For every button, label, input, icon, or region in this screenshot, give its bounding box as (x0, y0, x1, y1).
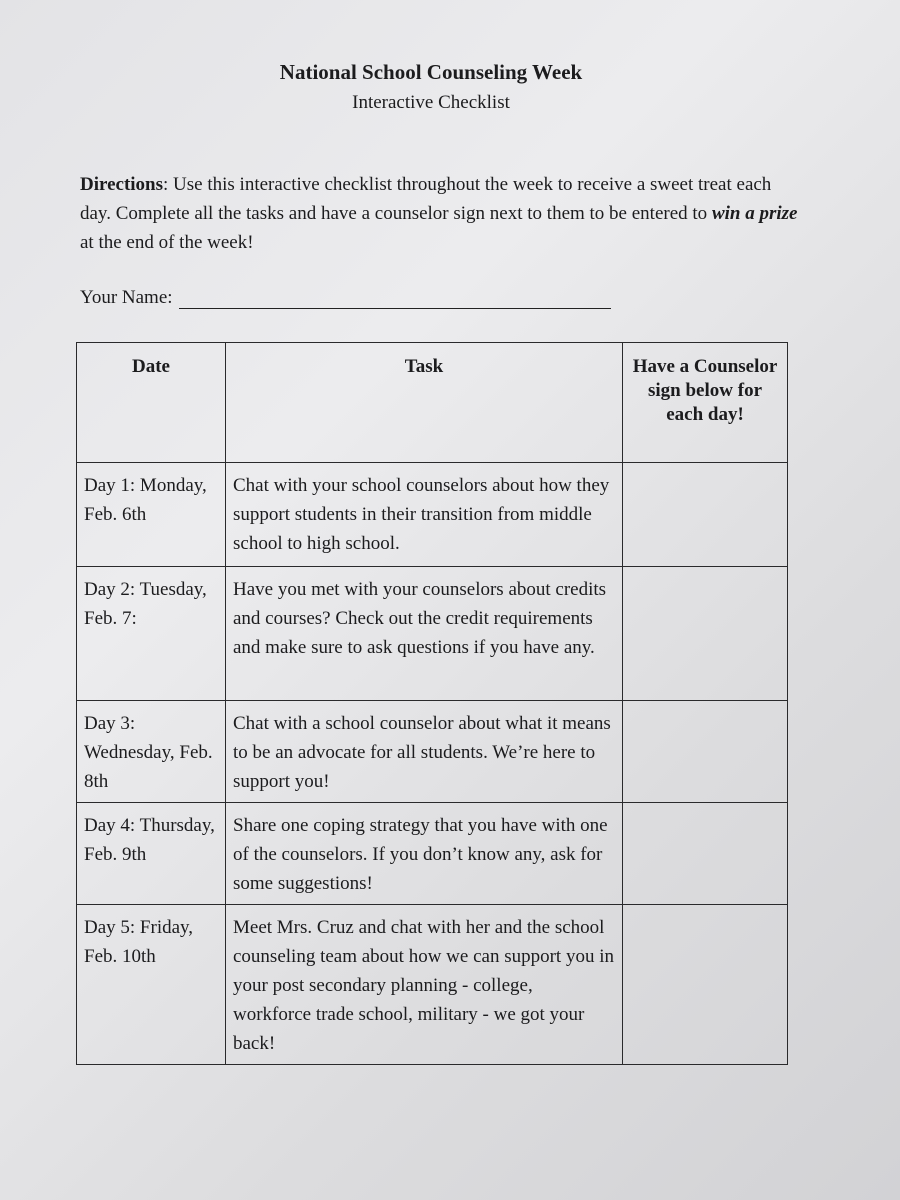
table-row (77, 567, 788, 701)
row-date-cell: Day 4: Thursday, Feb. 9th (77, 803, 226, 905)
table-row (77, 701, 788, 803)
row-task-cell: Chat with a school counselor about what it means to be an advocate for all students. We’re here to support you! (226, 701, 623, 803)
directions-text-before: : Use this interactive checklist throughout the week to receive a sweet treat each day. Complete all the tasks and have a counselor sign next to them to be entered to (80, 174, 772, 224)
row-signature-cell[interactable] (623, 701, 788, 803)
page-subtitle: Interactive Checklist (352, 92, 510, 113)
row-date-cell: Day 1: Monday, Feb. 6th (77, 463, 226, 567)
row-task-cell: Share one coping strategy that you have with one of the counselors. If you don’t know any, ask for some suggestions! (226, 803, 623, 905)
row-date-cell: Day 5: Friday, Feb. 10th (77, 905, 226, 1065)
row-date-cell: Day 3: Wednesday, Feb. 8th (77, 701, 226, 803)
row-date-cell: Day 2: Tuesday, Feb. 7: (77, 567, 226, 701)
header-date: Date (77, 343, 226, 463)
row-signature-cell[interactable] (623, 567, 788, 701)
directions-emphasis: win a prize (711, 203, 798, 224)
header-sign: Have a Counselor sign below for each day! (623, 343, 788, 463)
row-task-cell: Have you met with your counselors about credits and courses? Check out the credit requirements and make sure to ask questions if you have any. (226, 567, 623, 701)
checklist-table (76, 342, 788, 1065)
row-signature-cell[interactable] (623, 803, 788, 905)
page-title: National School Counseling Week (279, 60, 583, 84)
row-signature-cell[interactable] (623, 905, 788, 1065)
table-row (77, 463, 788, 567)
row-signature-cell[interactable] (623, 463, 788, 567)
header-task: Task (226, 343, 623, 463)
row-task-cell: Meet Mrs. Cruz and chat with her and the school counseling team about how we can support you in your post secondary planning - college, workforce trade school, military - we got your back! (226, 905, 623, 1065)
table-header-row (77, 343, 788, 463)
directions-paragraph (80, 170, 800, 257)
directions-label: Directions (80, 174, 164, 195)
table-row (77, 803, 788, 905)
table-row (77, 905, 788, 1065)
row-task-cell: Chat with your school counselors about how they support students in their transition from middle school to high school. (226, 463, 623, 567)
directions-text-after: at the end of the week! (80, 232, 254, 253)
name-field-label: Your Name: (80, 287, 173, 308)
name-field-row (80, 286, 611, 309)
name-field-line[interactable] (179, 286, 611, 309)
